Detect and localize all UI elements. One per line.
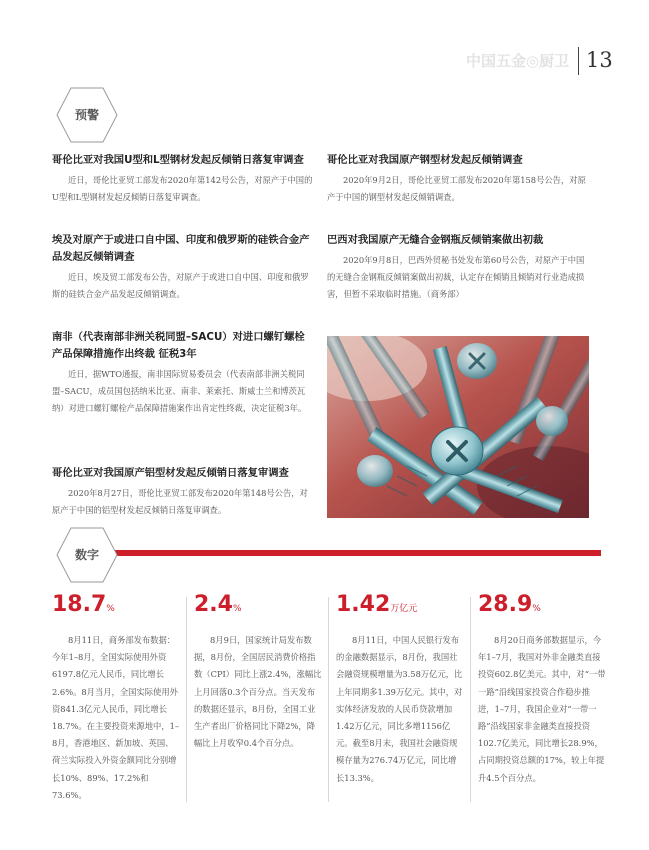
stat-cpi	[194, 592, 322, 752]
article-body: 近日，据WTO通报，南非国际贸易委员会（代表南部非洲关税同盟–SACU，成员国包括纳米比亚、南非、莱索托、斯威士兰和博茨瓦纳）对进口螺钉螺栓产品保障措施案作出肯定性终裁，决定征税3年。	[52, 369, 307, 413]
screws-photo	[327, 336, 589, 518]
article-colombia-u-l-steel	[52, 152, 314, 206]
stat-body: 8月20日商务部数据显示，今年1–7月，我国对外非金融类直接投资602.8亿美元。其中，对“一带一路”沿线国家投资合作稳步推进，1–7月，我国企业对“一带一路”沿线国家非金融类直接投资102.7亿美元，同比增长28.9%，占同期投资总额的17%，较上年提升4.5个百分点。	[478, 635, 606, 783]
article-body: 2020年8月27日，哥伦比亚贸工部发布2020年第148号公告，对原产于中国的铝型材发起反倾销日落复审调查。	[52, 488, 308, 515]
stat-social-financing	[336, 592, 464, 787]
numbers-section-bar	[90, 550, 601, 556]
article-title: 埃及对原产于或进口自中国、印度和俄罗斯的硅铁合金产品发起反倾销调查	[52, 234, 310, 263]
stat-value: 2.4	[194, 592, 233, 617]
article-body: 近日，埃及贸工部发布公告，对原产于或进口自中国、印度和俄罗斯的硅铁合金产品发起反倾销调查。	[52, 272, 309, 299]
stat-belt-road-investment	[478, 592, 606, 787]
article-south-africa-screws	[52, 329, 314, 417]
column-divider	[470, 597, 471, 802]
stat-value: 28.9	[478, 592, 533, 617]
article-colombia-steel-profiles	[327, 152, 589, 206]
article-colombia-aluminum	[52, 465, 314, 519]
article-title: 南非（代表南部非洲关税同盟–SACU）对进口螺钉螺栓产品保障措施作出终裁 征税3年	[52, 331, 305, 360]
stat-foreign-investment	[52, 592, 180, 804]
numbers-section-title: 数字	[74, 548, 99, 562]
stat-unit: %	[106, 604, 115, 614]
screws-illustration	[327, 336, 589, 518]
stat-value: 1.42	[336, 592, 391, 617]
article-body: 2020年9月2日，哥伦比亚贸工部发布2020年第158号公告，对原产于中国的钢型材发起反倾销调查。	[327, 175, 586, 202]
stat-body: 8月11日，中国人民银行发布的金融数据显示，8月份，我国社会融资规模增量为3.58万亿元，比上年同期多1.39万亿元。其中，对实体经济发放的人民币贷款增加1.42万亿元，同比多增1156亿元。截至8月末，我国社会融资规模存量为276.74万亿元，同比增长13.3%。	[336, 635, 463, 783]
article-brazil-steel-cylinders	[327, 232, 589, 303]
stat-unit: %	[532, 604, 541, 614]
stat-value: 18.7	[52, 592, 107, 617]
article-title: 哥伦比亚对我国原产铝型材发起反倾销日落复审调查	[52, 467, 289, 479]
page-number: 13	[586, 48, 613, 72]
warning-section-badge	[56, 87, 118, 143]
column-divider	[328, 597, 329, 802]
stat-unit: 万亿元	[390, 604, 418, 614]
stat-body: 8月11日，商务部发布数据：今年1–8月，全国实际使用外资6197.8亿元人民币，同比增长2.6%。8月当月，全国实际使用外资841.3亿元人民币，同比增长18.7%。在主要投资来源地中，1–8月，香港地区、新加坡、英国、荷兰实际投入外资金额同比分别增长10%、89%、17.2%和73.6%。	[52, 635, 180, 800]
stat-unit: %	[232, 604, 242, 614]
article-egypt-ferrosilicon	[52, 232, 314, 303]
stat-body: 8月9日，国家统计局发布数据，8月份，全国居民消费价格指数（CPI）同比上涨2.4%，涨幅比上月回落0.3个百分点。当天发布的数据还显示，8月份，全国工业生产者出厂价格同比下降2%，降幅比上月收窄0.4个百分点。	[194, 635, 322, 749]
column-divider	[186, 597, 187, 802]
page-number-divider	[578, 47, 579, 75]
magazine-brand: 中国五金◎厨卫	[466, 52, 570, 70]
article-title: 巴西对我国原产无缝合金钢瓶反倾销案做出初裁	[327, 234, 544, 246]
article-body: 2020年9月8日，巴西外贸秘书处发布第60号公告，对原产于中国的无缝合金钢瓶反倾销案做出初裁，认定存在倾销且倾销对行业造成损害，但暂不采取临时措施。（商务部）	[327, 255, 585, 299]
article-title: 哥伦比亚对我国原产钢型材发起反倾销调查	[327, 154, 523, 166]
warning-section-title: 预警	[74, 108, 99, 122]
numbers-section-badge	[56, 527, 118, 583]
article-title: 哥伦比亚对我国U型和L型钢材发起反倾销日落复审调查	[52, 154, 304, 166]
article-body: 近日，哥伦比亚贸工部发布2020年第142号公告，对原产于中国的U型和L型钢材发起反倾销日落复审调查。	[52, 175, 313, 202]
